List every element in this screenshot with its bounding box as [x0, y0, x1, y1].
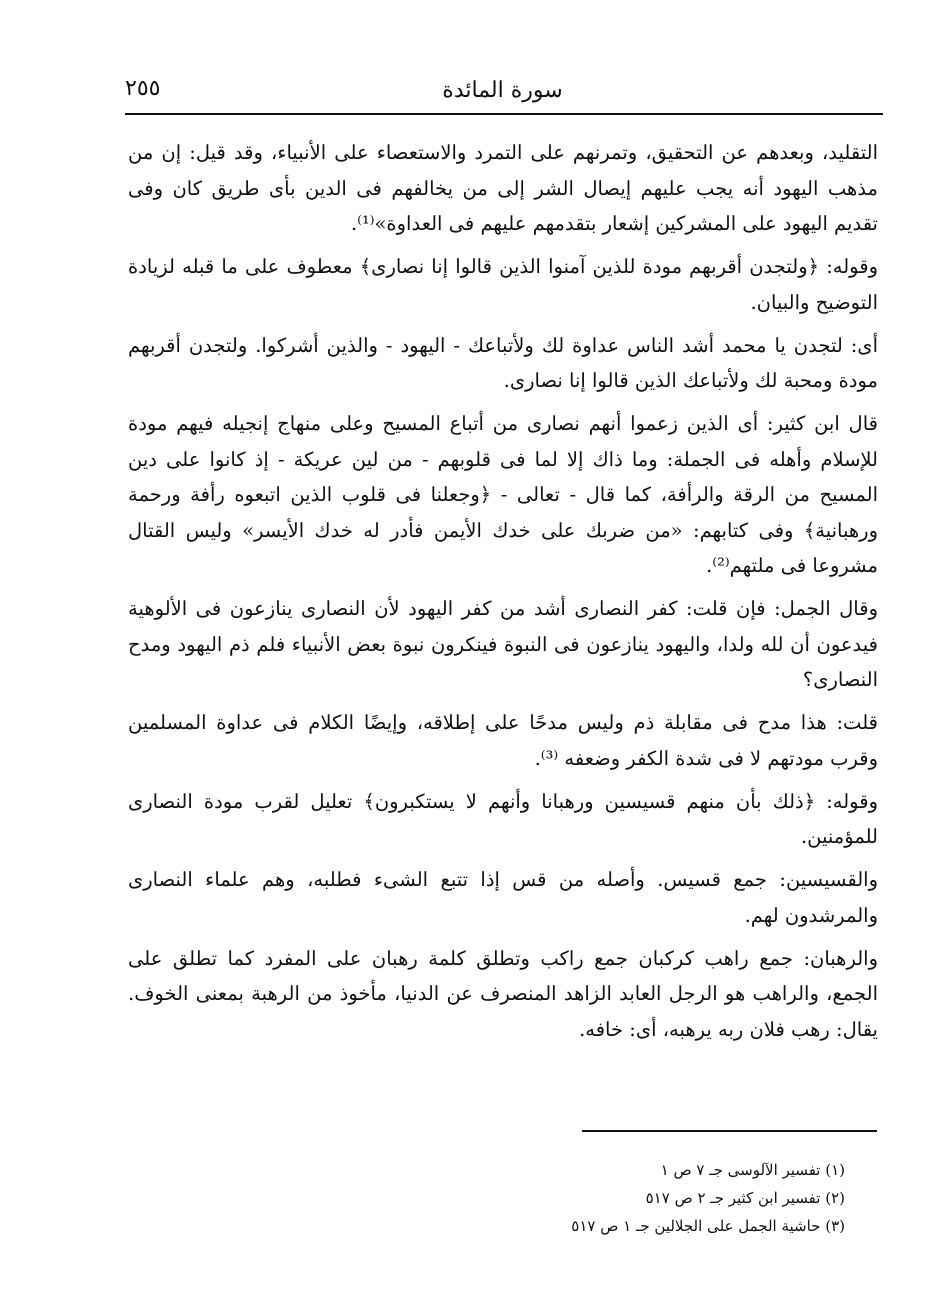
footnote-rule [582, 1130, 877, 1132]
paragraph-7: وقوله: ﴿ذلك بأن منهم قسيسين ورهبانا وأنهم لا يستكبرون﴾ تعليل لقرب مودة النصارى للمؤمنين. [128, 789, 878, 848]
footnote-2: (٢) تفسير ابن كثير جـ ٢ ص ٥١٧ [645, 1189, 845, 1207]
paragraph-9: والرهبان: جمع راهب كركبان جمع راكب وتطلق كلمة رهبان على المفرد كما تطلق على الجمع، والراهب هو الرجل العابد الزاهد المنصرف عن الدنيا، مأخوذ من الرهبة بمعنى الخوف. يقال: رهب فلان ربه يرهبه، أى: خافه. [128, 946, 878, 1041]
paragraph-8: والقسيسين: جمع قسيس. وأصله من قس إذا تتبع الشىء فطلبه، وهم علماء النصارى والمرشدون لهم. [128, 868, 878, 927]
paragraph-6: قلت: هذا مدح فى مقابلة ذم وليس مدحًا على إطلاقه، وإيضًا الكلام فى عداوة المسلمين وقرب مودتهم لا فى شدة الكفر وضعفه ⁽³⁾. [128, 711, 878, 770]
paragraph-1: التقليد، وبعدهم عن التحقيق، وتمرنهم على التمرد والاستعصاء على الأنبياء، وقد قيل: إن من مذهب اليهود أنه يجب عليهم إيصال الشر إلى من يخالفهم فى الدين بأى طريق كان وفى تقديم اليهود على المشركين إشعار بتقدمهم عليهم فى العداوة»⁽¹⁾. [128, 141, 878, 235]
paragraph-2: وقوله: ﴿ولتجدن أقربهم مودة للذين آمنوا الذين قالوا إنا نصارى﴾ معطوف على ما قبله لزيادة التوضيح والبيان. [128, 255, 878, 314]
paragraph-3: أى: لتجدن يا محمد أشد الناس عداوة لك ولأتباعك - اليهود - والذين أشركوا. ولتجدن أقربهم مودة ومحبة لك ولأتباعك الذين قالوا إنا نصارى. [128, 333, 878, 392]
page-number: ٢٥٥ [125, 76, 161, 101]
surah-title: سورة المائدة [442, 78, 563, 103]
header-rule [125, 113, 883, 115]
page-header [125, 70, 880, 110]
footnote-1: (١) تفسير الآلوسى جـ ٧ ص ١ [660, 1161, 845, 1179]
paragraph-5: وقال الجمل: فإن قلت: كفر النصارى أشد من كفر اليهود لأن النصارى ينازعون فى الألوهية فيدعون أن لله ولدا، واليهود ينازعون فى النبوة فينكرون نبوة بعض الأنبياء فلم ذم اليهود ومدح النصارى؟ [128, 597, 878, 691]
paragraph-4: قال ابن كثير: أى الذين زعموا أنهم نصارى من أتباع المسيح وعلى منهاج إنجيله فيهم مودة للإسلام وأهله فى الجملة: وما ذاك إلا لما فى قلوبهم - من لين عريكة - إذ كانوا على دين المسيح من الرقة والرأفة، كما قال - تعالى - ﴿وجعلنا فى قلوب الذين اتبعوه رأفة ورحمة ورهبانية﴾ وفى كتابهم: «من ضربك على خدك الأيمن فأدر له خدك الأيسر» وليس القتال مشروعا فى ملتهم⁽²⁾. [128, 412, 878, 577]
footnotes [430, 1156, 845, 1240]
footnote-3: (٣) حاشية الجمل على الجلالين جـ ١ ص ٥١٧ [571, 1217, 845, 1235]
body-text [128, 135, 878, 1055]
